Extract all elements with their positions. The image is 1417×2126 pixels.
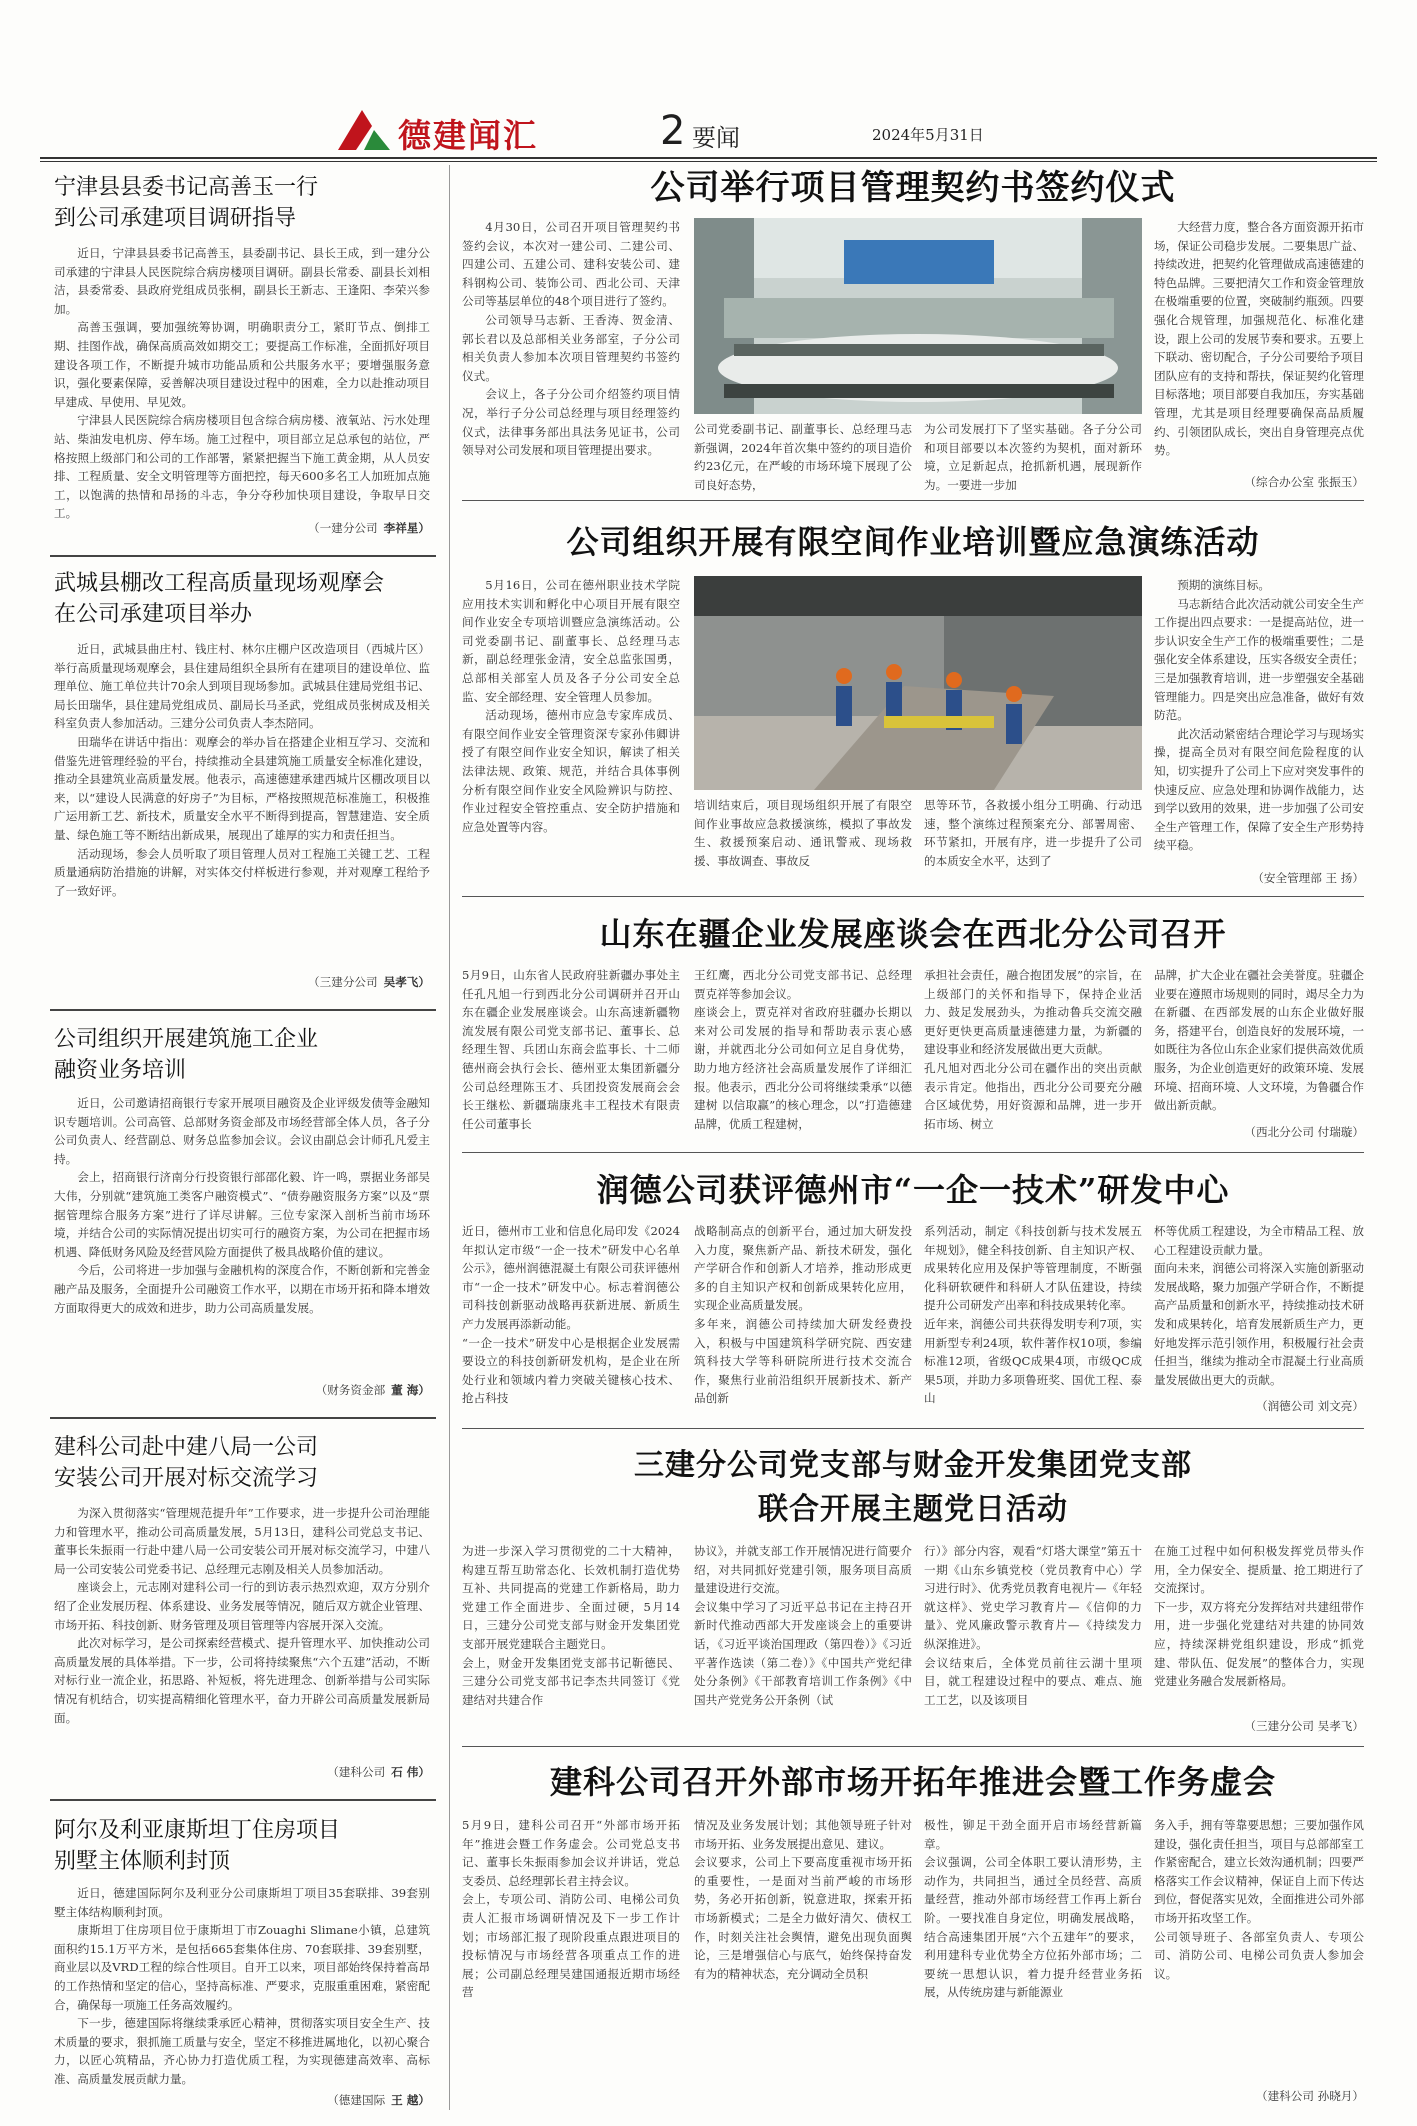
byline: （润德公司 刘文亮） [1255, 1399, 1364, 1413]
headline-xinjiang: 山东在疆企业发展座谈会在西北分公司召开 [599, 915, 1227, 953]
paper-name: 德建闻汇 [398, 116, 538, 155]
headline-rundo: 润德公司获评德州市“一企一技术”研发中心 [596, 1171, 1230, 1209]
section-rule [50, 555, 436, 557]
section-rule [50, 1417, 436, 1419]
market-col3: 极性，铆足干劲全面开启市场经营新篇章。 会议强调，公司全体职工要认清形势，主动作为，共同担当，通过全员经营、高质量经营，推动外部市场经营工作再上新台阶。一要找准自身定位，明确发展战略，结合高速集团开展“六个五建年”的要求，利用建科专业优势全方位拓外部市场；二要统一思想认识，着力提升经营业务拓展，从传统房建与新能源业 [924, 1818, 1142, 2000]
contract-body-col4: 大经营力度，整合各方面资源开拓市场，保证公司稳步发展。二要集思广益、持续改进，把契约化管理做成高速德建的特色品牌。三要把清欠工作和资金管理放在极端重要的位置，突破制约瓶颈。四要强化合规管理，加强规范化、标准化建设，跟上公司的发展节奏和要求。五要上下联动、密切配合，子分公司要给予项目团队应有的支持和帮扶，保证契约化管理目标落地；项目部要自我加压，夯实基础管理，尤其是项目经理要确保高品质履约、引领团队成长，突出自身管理亮点优势。 [1154, 220, 1364, 458]
rundo-col1: 近日，德州市工业和信息化局印发《2024年拟认定市级“一企一技术”研发中心名单公示》，德州润德混凝土有限公司获评德州市“一企一技术”研发中心。标志着润德公司科技创新驱动战略再获新进展、新质生产力发展再添新动能。 “一企一技术”研发中心是根据企业发展需要设立的科技创新研发机构，是企业在所处行业和领域内着力突破关键核心技术、抢占科技 [462, 1224, 680, 1406]
headline-confined-space: 公司组织开展有限空间作业培训暨应急演练活动 [566, 523, 1260, 561]
section-rule [462, 1746, 1364, 1747]
photo-rescue-drill [694, 576, 1142, 790]
column-divider [449, 165, 450, 2110]
byline: （三建分公司 吴孝飞） [308, 975, 430, 989]
party-col4: 在施工过程中如何积极发挥党员带头作用，全力保安全、提质量、抢工期进行了交流探讨。 下一步，双方将充分发挥结对共建纽带作用，进一步强化党建结对共建的协同效应，持续深耕党组织建设，形成“抓党建、带队伍、促发展”的整体合力，实现党建业务融合发展新格局。 [1154, 1544, 1364, 1689]
party-col3: 行）》部分内容，观看“灯塔大课堂”第五十一期《山东乡镇党校（党员教育中心）学习进行时》、优秀党员教育电视片—《年轻就这样》、党史学习教育片—《信仰的力量》、党风廉政警示教育片—《持续发力 纵深推进》。 会议结束后，全体党员前往云湖十里项目，就工程建设过程中的要点、难点、施工工艺，以及该项目 [924, 1544, 1142, 1707]
article-body: 近日，德建国际阿尔及利亚分公司康斯坦丁项目35套联排、39套别墅主体结构顺利封顶。 康斯坦丁住房项目位于康斯坦丁市Zouaghi Slimane小镇，总建筑面积约15.1万平方米，是包括665套集体住房、70套联排、39套别墅，商业层以及VRD工程的综合性项目。自开工以来，项目部始终保持着高昂的工作热情和坚定的信心，坚持高标准、严要求，克服重重困难，紧密配合，确保每一项施工任务高效履约。 下一步，德建国际将继续秉承匠心精神，贯彻落实项目安全生产、技术质量的要求，狠抓施工质量与安全，坚定不移推进属地化，以初心聚合力，以匠心筑精品，齐心协力打造优质工程，为实现德建高效率、高标准、高质量发展贡献力量。 [54, 1886, 430, 2086]
rundo-col3: 系列活动，制定《科技创新与技术发展五年规划》，健全科技创新、自主知识产权、成果转化应用及保护等管理制度，不断强化科研软硬件和科研人才队伍建设，持续提升公司研发产出率和科技成果转化率。 近年来，润德公司共获得发明专利7项，实用新型专利24项，软件著作权10项，参编标准12项，省级QC成果4项，市级QC成果5项，并助力多项鲁班奖、国优工程、泰山 [924, 1224, 1142, 1406]
byline: （德建国际 王 越） [327, 2093, 430, 2107]
masthead-rule [40, 157, 1377, 159]
section-rule [50, 1009, 436, 1011]
market-col1: 5月9日，建科公司召开“外部市场开拓年”推进会暨工作务虚会。公司党总支书记、董事长朱振雨参加会议并讲话，党总支委员、总经理郭长君主持会议。 会上，专项公司、消防公司、电梯公司负责人汇报市场调研情况及下一步工作计划；市场部汇报了现阶段重点跟进项目的投标情况与市场经营各项重点工作的进展；公司副总经理吴建国通报近期市场经营 [462, 1818, 680, 2000]
rundo-col4: 杯等优质工程建设，为全市精品工程、放心工程建设贡献力量。 面向未来，润德公司将深入实施创新驱动发展战略，聚力加强产学研合作，不断提高产品质量和创新水平，持续推动技术研发和成果转化，培育发展新质生产力，更好地发挥示范引领作用，积极履行社会责任担当，继续为推动全市混凝土行业高质量发展做出更大的贡献。 [1154, 1224, 1364, 1387]
byline: （西北分公司 付瑞璇） [1244, 1125, 1364, 1139]
article-title: 公司组织开展建筑施工企业 融资业务培训 [54, 1027, 319, 1083]
section-name: 要闻 [692, 124, 740, 152]
party-col1: 为进一步深入学习贯彻党的二十大精神，构建互帮互助常态化、长效机制打造优势互补、共同提高的党建工作新格局，助力党建工作全面进步、全面过硬，5月14日，三建分公司党支部与财金开发集团党支部开展党建联合主题党日。 会上，财金开发集团党支部书记靳德民、三建分公司党支部书记李杰共同签订《党建结对共建合作 [462, 1544, 680, 1707]
headline-market: 建科公司召开外部市场开拓年推进会暨工作务虚会 [549, 1763, 1276, 1801]
contract-body-col1: 4月30日，公司召开项目管理契约书签约会议，本次对一建公司、二建公司、四建公司、五建公司、建科安装公司、建科钢构公司、装饰公司、西北公司、天津公司等基层单位的48个项目进行了签约。 公司领导马志新、王香涛、贺金清、郭长君以及总部相关业务部室，子分公司相关负责人参加本次项目管理契约书签约仪式。 会议上，各子分公司介绍签约项目情况，举行子分公司总经理与项目经理签约仪式，法律事务部出具法务见证书，公司领导对公司发展和项目管理提出要求。 [462, 220, 680, 458]
rundo-col2: 战略制高点的创新平台，通过加大研发投入力度，聚焦新产品、新技术研发，强化产学研合作和创新人才培养，推动形成更多的自主知识产权和创新成果转化应用，实现企业高质量发展。 多年来，润德公司持续加大研发经费投入，积极与中国建筑科学研究院、西安建筑科技大学等科研院所进行技术交流合作，聚焦行业前沿组织开展新技术、新产品创新 [694, 1224, 912, 1406]
headline-party: 三建分公司党支部与财金开发集团党支部 联合开展主题党日活动 [634, 1448, 1192, 1527]
photo-signing-meeting [694, 218, 1142, 414]
xinjiang-col1: 5月9日，山东省人民政府驻新疆办事处主任孔凡旭一行到西北分公司调研并召开山东在疆企业发展座谈会。山东高速新疆物流发展有限公司党支部书记、董事长、总经理生智、兵团山东商会监事长、十二师德州商会执行会长、德州亚太集团新疆分公司总经理陈玉才、兵团投资发展商会会长王继松、新疆瑞康兆丰工程技术有限责任公司董事长 [462, 968, 680, 1131]
article-body: 近日，公司邀请招商银行专家开展项目融资及企业评级发债等金融知识专题培训。公司高管、总部财务资金部及市场经营部全体人员，各子分公司负责人、经营副总、财务总监参加会议。会议由副总会计师孔凡爱主持。 会上，招商银行济南分行投资银行部邵化毅、许一鸣，票据业务部吴大伟，分别就“建筑施工类客户融资模式”、“债券融资服务方案”以及“票据管理综合服务方案”进行了详尽讲解。三位专家深入剖析当前市场环境，并结合公司的实际情况提出切实可行的融资方案，为公司在把握市场机遇、降低财务风险及经营风险方面提供了极具战略价值的建议。 今后，公司将进一步加强与金融机构的深度合作，不断创新和完善金融产品及服务，全面提升公司融资工作水平，以期在市场开拓和降本增效方面取得更大的成效和进步，助力公司高质量发展。 [54, 1096, 430, 1315]
contract-caption-b: 为公司发展打下了坚实基础。各子分公司和项目部要以本次签约为契机，面对新环境，立足新起点，抢抓新机遇，展现新作为。一要进一步加 [924, 422, 1142, 492]
byline: （建科公司 孙晓月） [1255, 2089, 1364, 2103]
market-col4: 务入手，拥有等靠要思想；三要加强作风建设，强化责任担当，项目与总部部室工作紧密配合，建立长效沟通机制；四要严格落实工作会议精神，保证自上而下传达到位，督促落实见效，全面推进公司外部市场开拓攻坚工作。 公司领导班子、各部室负责人、专项公司、消防公司、电梯公司负责人参加会议。 [1154, 1818, 1364, 1981]
space-caption-a: 培训结束后，项目现场组织开展了有限空间作业事故应急救援演练，模拟了事故发生、救援预案启动、通讯警戒、现场救援、事故调查、事故反 [694, 798, 912, 868]
section-rule [462, 1428, 1364, 1429]
byline: （三建分公司 吴孝飞） [1244, 1719, 1364, 1733]
xinjiang-col4: 品牌，扩大企业在疆社会美誉度。驻疆企业要在遵照市场规则的同时，竭尽全力为在新疆、在西部发展的山东企业做好服务，搭建平台，创造良好的发展环境，一如既往为各位山东企业家们提供高效优质服务，为企业创造更好的政策环境、发展环境、招商环境、人文环境，为鲁疆合作做出新贡献。 [1154, 968, 1364, 1113]
byline: （安全管理部 王 扬） [1252, 871, 1364, 885]
section-rule [462, 1152, 1364, 1153]
xinjiang-col2: 王红鹰，西北分公司党支部书记、总经理贾克祥等参加会议。 座谈会上，贾克祥对省政府驻疆办长期以来对公司发展的指导和帮助表示衷心感谢，并就西北分公司如何立足自身优势，助力地方经济社会高质量发展作了详细汇报。他表示，西北分公司将继续秉承“以德建树 以信取赢”的核心理念，以“打造德建品牌，优质工程建树， [694, 968, 912, 1131]
masthead-rule-thin [40, 161, 1377, 162]
contract-caption-a: 公司党委副书记、副董事长、总经理马志新强调，2024年首次集中签约的项目造价约23亿元，在严峻的市场环境下展现了公司良好态势， [694, 422, 912, 492]
article-body: 为深入贯彻落实“管理规范提升年”工作要求，进一步提升公司治理能力和管理水平，推动公司高质量发展，5月13日，建科公司党总支书记、董事长朱振雨一行赴中建八局一公司安装公司开展对标交流学习，中建八局一公司安装公司党委书记、总经理元志刚及相关人员参加活动。 座谈会上，元志刚对建科公司一行的到访表示热烈欢迎，双方分别介绍了企业发展历程、体系建设、业务发展等情况，随后双方就企业管理、市场开拓、科技创新、财务管理及项目管理等内容展开深入交流。 此次对标学习，是公司探索经营模式、提升管理水平、加快推动公司高质量发展的具体举措。下一步，公司将持续聚焦“六个五建”活动，不断对标行业一流企业，拓思路、补短板，将先进理念、创新举措与公司实际情况有机结合，切实提高精细化管理水平，奋力开辟公司高质量发展新局面。 [54, 1506, 430, 1725]
party-col2: 协议》，并就支部工作开展情况进行简要介绍，对共同抓好党建引领，服务项目高质量建设进行交流。 会议集中学习了习近平总书记在主持召开新时代推动西部大开发座谈会上的重要讲话，《习近平谈治国理政（第四卷）》《习近平著作选读（第二卷）》《中国共产党纪律处分条例》《干部教育培训工作条例》《中国共产党党务公开条例（试 [694, 1544, 912, 1707]
section-rule [462, 500, 1364, 501]
space-body-col1: 5月16日，公司在德州职业技术学院应用技术实训和孵化中心项目开展有限空间作业安全专项培训暨应急演练活动。公司党委副书记、副董事长、总经理马志新，副总经理张金清，安全总监张国勇，总部相关部室人员及各子分公司安全总监、安全部经理、安全管理人员参加。 活动现场，德州市应急专家库成员、有限空间作业安全管理资深专家孙伟卿讲授了有限空间作业安全知识，解读了相关法律法规、政策、规范，并结合具体事例分析有限空间作业安全风险辨识与防控、作业过程安全管控重点、安全防护措施和应急处置等内容。 [462, 578, 680, 834]
market-col2: 情况及业务发展计划；其他领导班子针对市场开拓、业务发展提出意见、建议。 会议要求，公司上下要高度重视市场开拓的重要性，一是面对当前严峻的市场形势，务必开拓创新，锐意进取，探索开拓市场新模式；二是全力做好清欠、债权工作，时刻关注社会舆情，避免出现负面舆论，三是增强信心与底气，始终保持奋发有为的精神状态，充分调动全员积 [694, 1818, 912, 1981]
space-caption-b: 思等环节，各救援小组分工明确、行动迅速，整个演练过程预案充分、部署周密、环节紧扣，开展有序，进一步提升了公司的本质安全水平，达到了 [924, 798, 1142, 868]
article-title: 建科公司赴中建八局一公司 安装公司开展对标交流学习 [54, 1435, 319, 1491]
section-rule [50, 1799, 436, 1801]
section-rule [462, 896, 1364, 897]
masthead-logo [334, 106, 394, 152]
article-title: 宁津县县委书记高善玉一行 到公司承建项目调研指导 [54, 175, 319, 231]
xinjiang-col3: 承担社会责任，融合抱团发展”的宗旨，在上级部门的关怀和指导下，保持企业活力、鼓足发展劲头，为推动鲁兵交流交融更好更快更高质量速德建力量，为新疆的建设事业和经济发展做出更大贡献。 孔凡旭对西北分公司在疆作出的突出贡献表示肯定。他指出，西北分公司要充分融合区域优势，用好资源和品牌，进一步开拓市场、树立 [924, 968, 1142, 1131]
headline-contract: 公司举行项目管理契约书签约仪式 [650, 168, 1176, 208]
issue-date: 2024年5月31日 [872, 126, 984, 144]
byline: （综合办公室 张振玉） [1244, 475, 1364, 489]
article-body: 近日，武城县曲庄村、钱庄村、林尔庄棚户区改造项目（西城片区）举行高质量现场观摩会，县住建局组织全县所有在建项目的建设单位、监理单位、施工单位共计70余人到项目现场参加。武城县住建局党组书记、局长田瑞华，县住建局党组成员、副局长马圣武，党组成员张树成及相关科室负责人参加活动。三建分公司负责人李杰陪同。 田瑞华在讲话中指出：观摩会的举办旨在搭建企业相互学习、交流和借鉴先进管理经验的平台，持续推动全县建筑施工质量安全标准化建设，推动全县建筑业高质量发展。他表示，高速德建承建西城片区棚改项目以来，以“建设人民满意的好房子”为目标，严格按照规范标准施工，积极推广运用新工艺、新技术，质量安全水平不断得到提高，智慧建造、安全质量、绿色施工等不断结出新成果，展现出了雄厚的实力和责任担当。 活动现场，参会人员听取了项目管理人员对工程施工关键工艺、工程质量通病防治措施的讲解，对实体交付样板进行参观，并对观摩工程给予了一致好评。 [54, 642, 430, 898]
page-number: 2 [660, 108, 686, 154]
byline: （建科公司 石 伟） [327, 1765, 430, 1779]
byline: （财务资金部 董 海） [315, 1383, 430, 1397]
article-title: 武城县棚改工程高质量现场观摩会 在公司承建项目举办 [54, 571, 385, 627]
space-body-col4: 预期的演练目标。 马志新结合此次活动就公司安全生产工作提出四点要求：一是提高站位，进一步认识安全生产工作的极端重要性；二是强化安全体系建设，压实各级安全责任；三是加强教育培训，进一步塑强安全基础管理能力。四是突出应急准备，做好有效防范。 此次活动紧密结合理论学习与现场实操，提高全员对有限空间危险程度的认知，切实提升了公司上下应对突发事件的快速反应、应急处理和协调作战能力，达到学以致用的效果，进一步加强了公司安全生产管理工作，保障了安全生产形势持续平稳。 [1154, 578, 1364, 853]
article-title: 阿尔及利亚康斯坦丁住房项目 别墅主体顺利封顶 [54, 1818, 341, 1874]
byline: （一建分公司 李祥星） [308, 521, 430, 535]
article-body: 近日，宁津县县委书记高善玉，县委副书记、县长王成，到一建分公司承建的宁津县人民医院综合病房楼项目调研。副县长常委、副县长刘相洁，县委常委、县政府党组成员张桐，副县长王新志、王逢阳、李荣兴参加。 高善玉强调，要加强统筹协调，明确职责分工，紧盯节点、倒排工期、挂图作战，确保高质高效如期交工；要提高工作标准，全面抓好项目建设各项工作，不断提升城市功能品质和公共服务水平；要增强服务意识，强化要素保障，妥善解决项目建设过程中的困难，全力以赴推动项目早建成、早使用、早见效。 宁津县人民医院综合病房楼项目包含综合病房楼、液氧站、污水处理站、柴油发电机房、停车场。施工过程中，项目部立足总承包的站位，严格按照上级部门和公司的工作部署，紧紧把握当下施工黄金期，从人员安排、工程质量、安全文明管理等方面把控，每天600多名工人加班加点施工，以饱满的热情和昂扬的斗志，争分夺秒加快项目建设，争取早日交工。 [54, 246, 430, 521]
